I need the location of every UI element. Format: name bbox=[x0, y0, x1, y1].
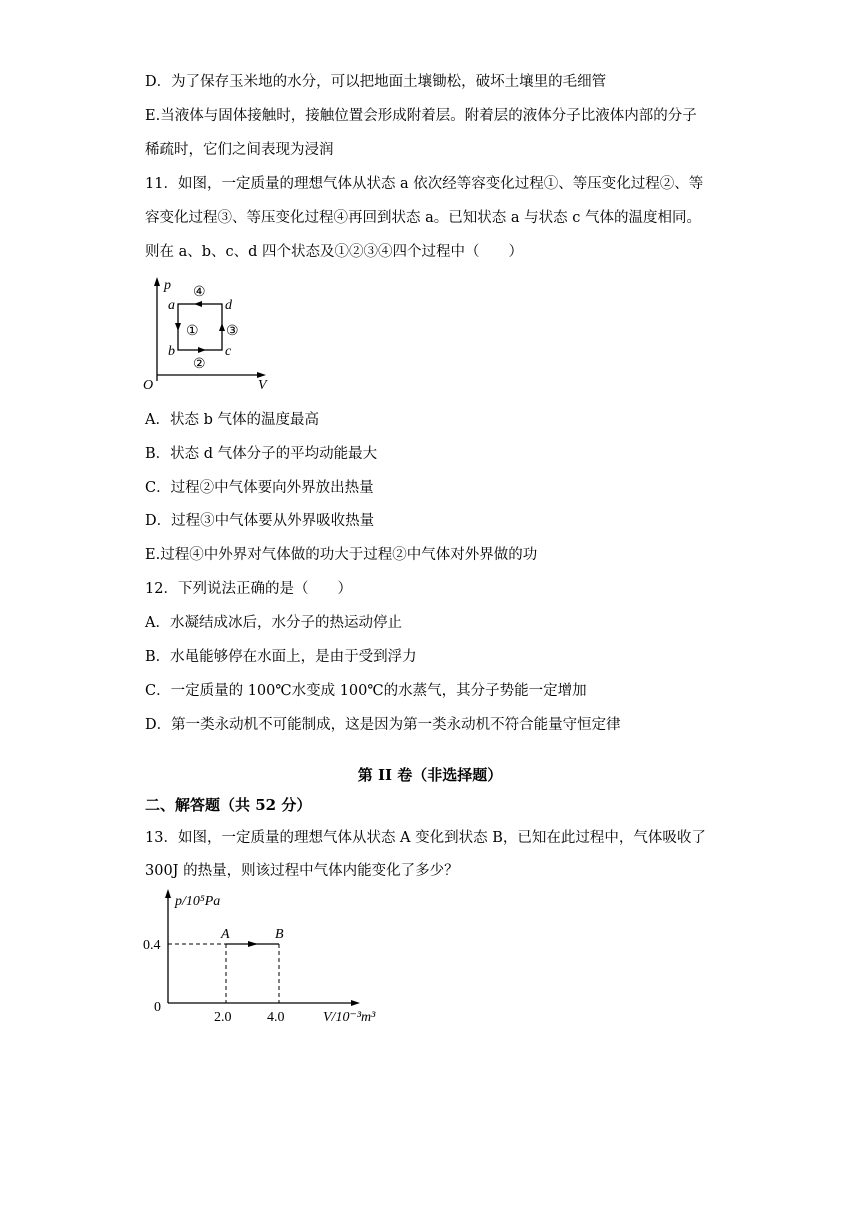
q13-x-axis-label: V/10⁻³m³ bbox=[323, 1010, 376, 1025]
q10-option-d: D．为了保存玉米地的水分，可以把地面土壤锄松，破坏土壤里的毛细管 bbox=[145, 74, 607, 90]
q13-pv-diagram bbox=[140, 885, 390, 1030]
q13-stem-line2: 300J 的热量，则该过程中气体内能变化了多少？ bbox=[145, 863, 459, 879]
q11-axis-v: V bbox=[258, 378, 267, 393]
q11-option-e: E.过程④中外界对气体做的功大于过程②中气体对外界做的功 bbox=[145, 547, 538, 563]
q11-label-c: c bbox=[225, 344, 232, 359]
q11-proc-4: ④ bbox=[193, 285, 206, 300]
q13-y-axis-label: p/10⁵Pa bbox=[175, 894, 221, 909]
q11-axis-p: p bbox=[164, 278, 171, 293]
q12-stem: 12．下列说法正确的是（ ） bbox=[145, 581, 352, 597]
q11-stem-line2: 容变化过程③、等压变化过程④再回到状态 a。已知状态 a 与状态 c 气体的温度相同。 bbox=[145, 210, 701, 226]
q11-proc-1: ① bbox=[186, 324, 199, 339]
q11-option-a: A．状态 b 气体的温度最高 bbox=[145, 412, 319, 428]
q13-x-tick-1: 2.0 bbox=[214, 1010, 232, 1025]
q13-stem-line1: 13．如图，一定质量的理想气体从状态 A 变化到状态 B，已知在此过程中，气体吸收了 bbox=[145, 830, 706, 846]
q13-point-b: B bbox=[275, 927, 284, 942]
q12-option-c: C．一定质量的 100℃水变成 100℃的水蒸气，其分子势能一定增加 bbox=[145, 683, 587, 699]
q10-option-e-line2: 稀疏时，它们之间表现为浸润 bbox=[145, 142, 334, 158]
q11-pv-diagram bbox=[140, 275, 280, 395]
q11-stem-line1: 11．如图，一定质量的理想气体从状态 a 依次经等容变化过程①、等压变化过程②、等 bbox=[145, 176, 704, 192]
q12-option-a: A．水凝结成冰后，水分子的热运动停止 bbox=[145, 615, 402, 631]
section-title: 第 II 卷（非选择题） bbox=[357, 766, 503, 784]
q11-origin: O bbox=[143, 378, 154, 393]
section-subtitle: 二、解答题（共 52 分） bbox=[145, 796, 312, 814]
q10-option-e-line1: E.当液体与固体接触时，接触位置会形成附着层。附着层的液体分子比液体内部的分子 bbox=[145, 108, 697, 124]
q11-stem-line3: 则在 a、b、c、d 四个状态及①②③④四个过程中（ ） bbox=[145, 244, 524, 260]
q13-x-tick-2: 4.0 bbox=[267, 1010, 285, 1025]
q12-option-d: D．第一类永动机不可能制成，这是因为第一类永动机不符合能量守恒定律 bbox=[145, 717, 621, 733]
q11-option-b: B．状态 d 气体分子的平均动能最大 bbox=[145, 446, 378, 462]
q11-proc-3: ③ bbox=[226, 324, 239, 339]
q11-proc-2: ② bbox=[193, 357, 206, 372]
q13-point-a: A bbox=[221, 927, 230, 942]
q11-option-d: D．过程③中气体要从外界吸收热量 bbox=[145, 513, 375, 529]
q12-option-b: B．水黾能够停在水面上，是由于受到浮力 bbox=[145, 649, 417, 665]
q13-y-tick: 0.4 bbox=[143, 938, 161, 953]
q11-label-d: d bbox=[225, 298, 232, 313]
q13-origin: 0 bbox=[154, 1000, 161, 1015]
q11-option-c: C．过程②中气体要向外界放出热量 bbox=[145, 480, 374, 496]
q11-label-a: a bbox=[168, 298, 175, 313]
q11-label-b: b bbox=[168, 344, 175, 359]
